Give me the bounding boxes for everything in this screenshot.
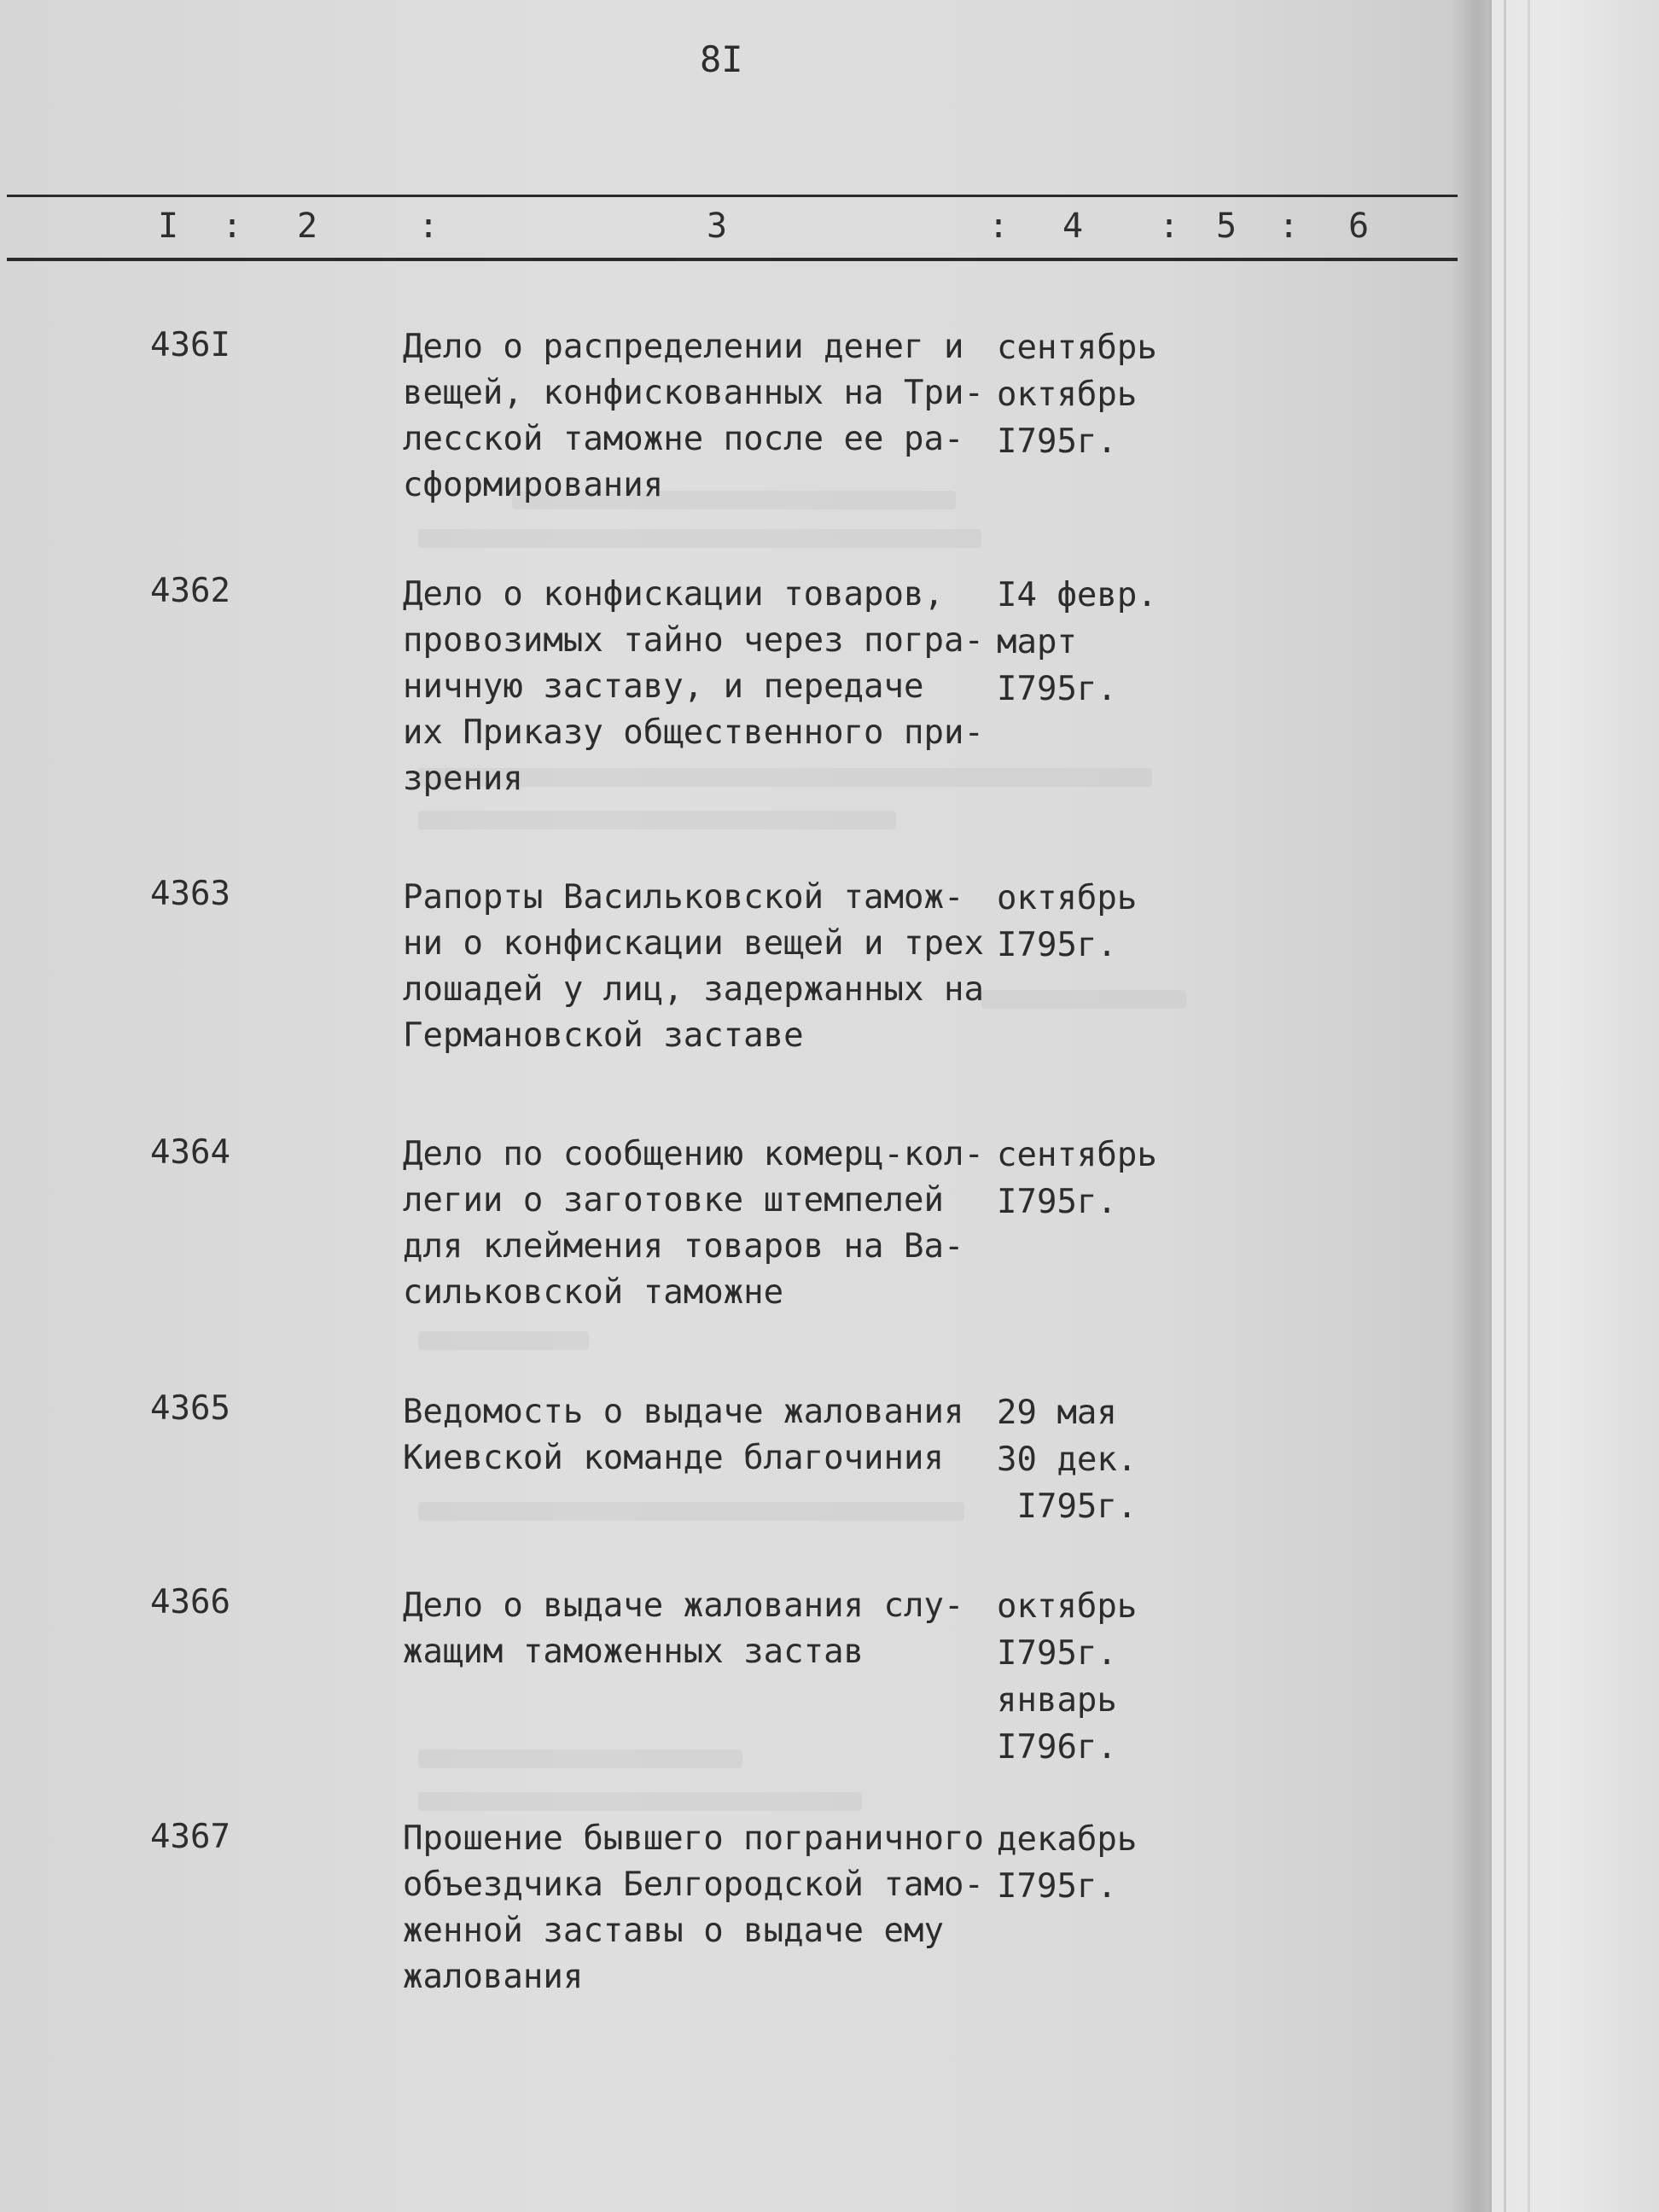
bleed-through-line [418,1792,862,1811]
entry-date: сентябрь октябрь I795г. [997,329,1157,461]
header-col-5: 5 [1216,207,1237,246]
page-edge-line [1504,0,1506,2212]
header-separator: : [222,207,243,246]
bleed-through-line [418,1331,589,1350]
header-col-3: 3 [707,207,728,246]
page-edge-strip [1489,0,1659,2212]
entry-date: октябрь I795г. [997,879,1138,964]
header-rule-bottom [7,258,1458,261]
entry-number: 436I [150,326,230,364]
header-separator: : [418,207,439,246]
entry-number: 4365 [150,1389,230,1428]
entry-description: Дело о распределении денег и вещей, конфискованных на Три- лесской таможне после ее ра- сформирования [403,328,984,504]
entry-description: Прошение бывшего пограничного объездчика Белгородской тамо- женной заставы о выдаче ему жалования [403,1819,984,1996]
header-separator: : [1278,207,1300,246]
entry-description: Дело о выдаче жалования слу- жащим таможенных застав [403,1586,964,1671]
entry-description: Рапорты Васильковской тамож- ни о конфискации вещей и трех лошадей у лиц, задержанных на Германовской заставе [403,878,984,1055]
entry-description: Дело по сообщению комерц-кол- легии о заготовке штемпелей для клеймения товаров на Ва- сильковской таможне [403,1135,984,1312]
bleed-through-line [418,1749,742,1768]
entry-date: сентябрь I795г. [997,1136,1157,1221]
bleed-through-line [418,811,896,830]
bleed-through-line [981,990,1186,1009]
entry-number: 4362 [150,572,230,610]
entry-date: 29 мая 30 дек. I795г. [997,1394,1138,1526]
header-col-2: 2 [297,207,318,246]
entry-number: 4367 [150,1818,230,1856]
page-edge-shadow [1451,0,1493,2212]
entry-date: I4 февр. март I795г. [997,576,1157,708]
page-number: 8I [700,38,743,80]
page-edge-line [1528,0,1530,2212]
page-edge-line [1489,0,1492,2212]
header-col-4: 4 [1062,207,1084,246]
entry-number: 4363 [150,875,230,913]
entry-number: 4364 [150,1133,230,1172]
header-rule-top [7,195,1458,197]
header-col-6: 6 [1348,207,1370,246]
entry-number: 4366 [150,1583,230,1621]
header-separator: : [1159,207,1180,246]
entry-description: Дело о конфискации товаров, провозимых тайно через погра- ничную заставу, и передаче их Приказу общественного при- зрения [403,575,984,798]
entry-date: декабрь I795г. [997,1820,1138,1906]
entry-description: Ведомость о выдаче жалования Киевской команде благочиния [403,1393,964,1477]
bleed-through-line [418,529,981,548]
entry-date: октябрь I795г. январь I796г. [997,1587,1138,1767]
bleed-through-line [418,1502,964,1521]
header-col-1: I [158,207,179,246]
header-separator: : [988,207,1010,246]
